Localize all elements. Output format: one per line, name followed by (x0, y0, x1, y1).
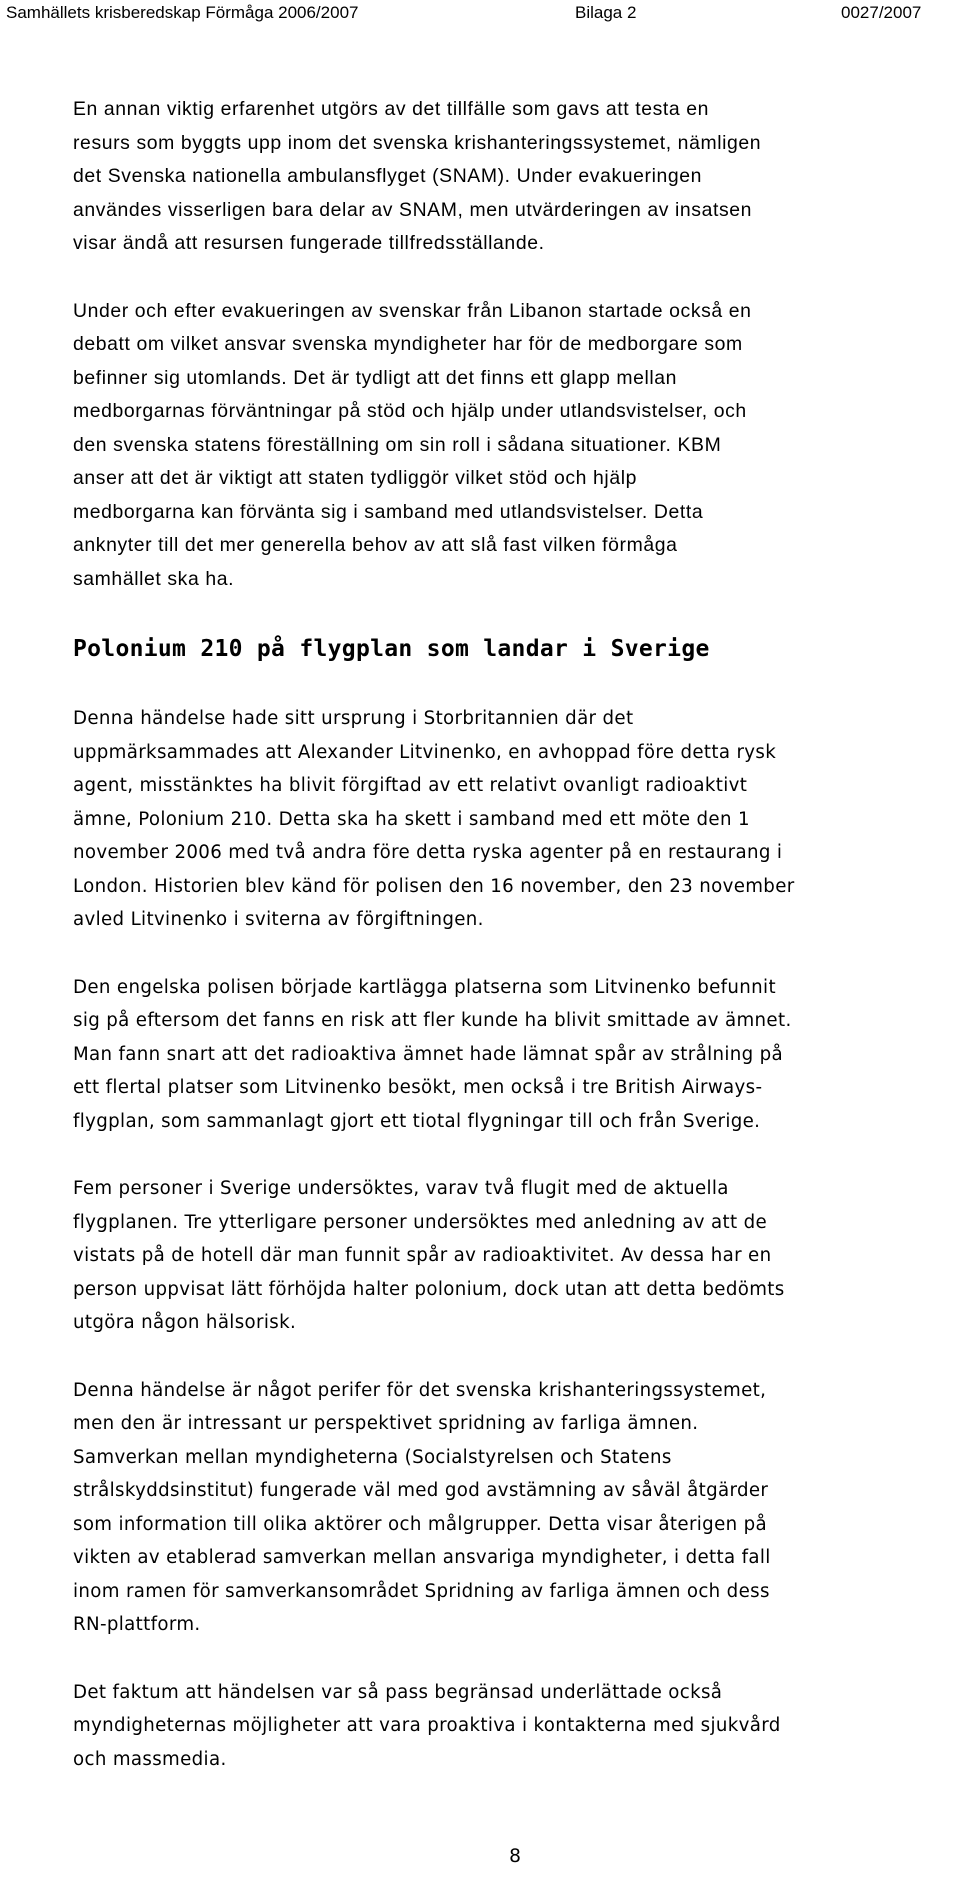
paragraph-conclusion: Det faktum att händelsen var så pass begränsad underlättade också myndigheternas möjligheter att vara proaktiva i kontakterna med sjukvård och massmedia. (73, 1681, 781, 1770)
document-body (73, 93, 943, 1776)
paragraph-origin: Denna händelse hade sitt ursprung i Storbritannien där det uppmärksammades att Alexander Litvinenko, en avhoppad före detta rysk agent, misstänktes ha blivit förgiftad av ett relativt ovanligt radioaktivt ämne, Polonium 210. Detta ska ha skett i samband med ett möte den 1 november 2006 med två andra före detta ryska agenter på en restaurang i London. Historien blev känd för polisen den 16 november, den 23 november avled Litvinenko i sviterna av förgiftningen. (73, 708, 795, 930)
paragraph-libanon: Under och efter evakueringen av svenskar från Libanon startade också en debatt om vilket ansvar svenska myndigheter har för de medborgare som befinner sig utomlands. Det är tydligt att det finns ett glapp mellan medborgarnas förväntningar på stöd och hjälp under utlandsvistelser, och den svenska statens föreställning om sin roll i sådana situationer. KBM anser att det är viktigt att staten tydliggör vilket stöd och hjälp medborgarna kan förvänta sig i samband med utlandsvistelser. Detta anknyter till det mer generella behov av att slå fast vilken förmåga samhället ska ha. (73, 299, 752, 590)
paragraph-sweden: Fem personer i Sverige undersöktes, varav två flugit med de aktuella flygplanen. Tre ytterligare personer undersöktes med anledning av att de vistats på de hotell där man funnit spår av radioaktivitet. Av dessa har en person uppvisat lätt förhöjda halter polonium, dock utan att detta bedömts utgöra någon hälsorisk. (73, 1178, 785, 1333)
header-appendix-label: Bilaga 2 (575, 3, 637, 22)
paragraph-snam: En annan viktig erfarenhet utgörs av det tillfälle som gavs att testa en resurs som byggts upp inom det svenska krishanteringssystemet, nämligen det Svenska nationella ambulansflyget (SNAM). Under evakueringen användes visserligen bara delar av SNAM, men utvärderingen av insatsen visar ändå att resursen fungerade tillfredsställande. (73, 98, 762, 254)
page-number: 8 (509, 1846, 521, 1867)
header-document-number: 0027/2007 (841, 3, 922, 22)
paragraph-police: Den engelska polisen började kartlägga platserna som Litvinenko befunnit sig på eftersom det fanns en risk att fler kunde ha blivit smittade av ämnet. Man fann snart att det radioaktiva ämnet hade lämnat spår av strålning på ett flertal platser som Litvinenko besökt, men också i tre British Airways- flygplan, som sammanlagt gjort ett tiotal flygningar till och från Sverige. (73, 976, 792, 1132)
page-header (0, 0, 960, 30)
paragraph-assessment: Denna händelse är något perifer för det svenska krishanteringssystemet, men den är intressant ur perspektivet spridning av farliga ämnen. Samverkan mellan myndigheterna (Socialstyrelsen och Statens strålskyddsinstitut) fungerade väl med god avstämning av såväl åtgärder som information till olika aktörer och målgrupper. Detta visar återigen på vikten av etablerad samverkan mellan ansvariga myndigheter, i detta fall inom ramen för samverkansområdet Spridning av farliga ämnen och dess RN-plattform. (73, 1379, 771, 1635)
header-report-title: Samhällets krisberedskap Förmåga 2006/2007 (6, 3, 359, 22)
section-heading: Polonium 210 på flygplan som landar i Sverige (73, 636, 710, 662)
